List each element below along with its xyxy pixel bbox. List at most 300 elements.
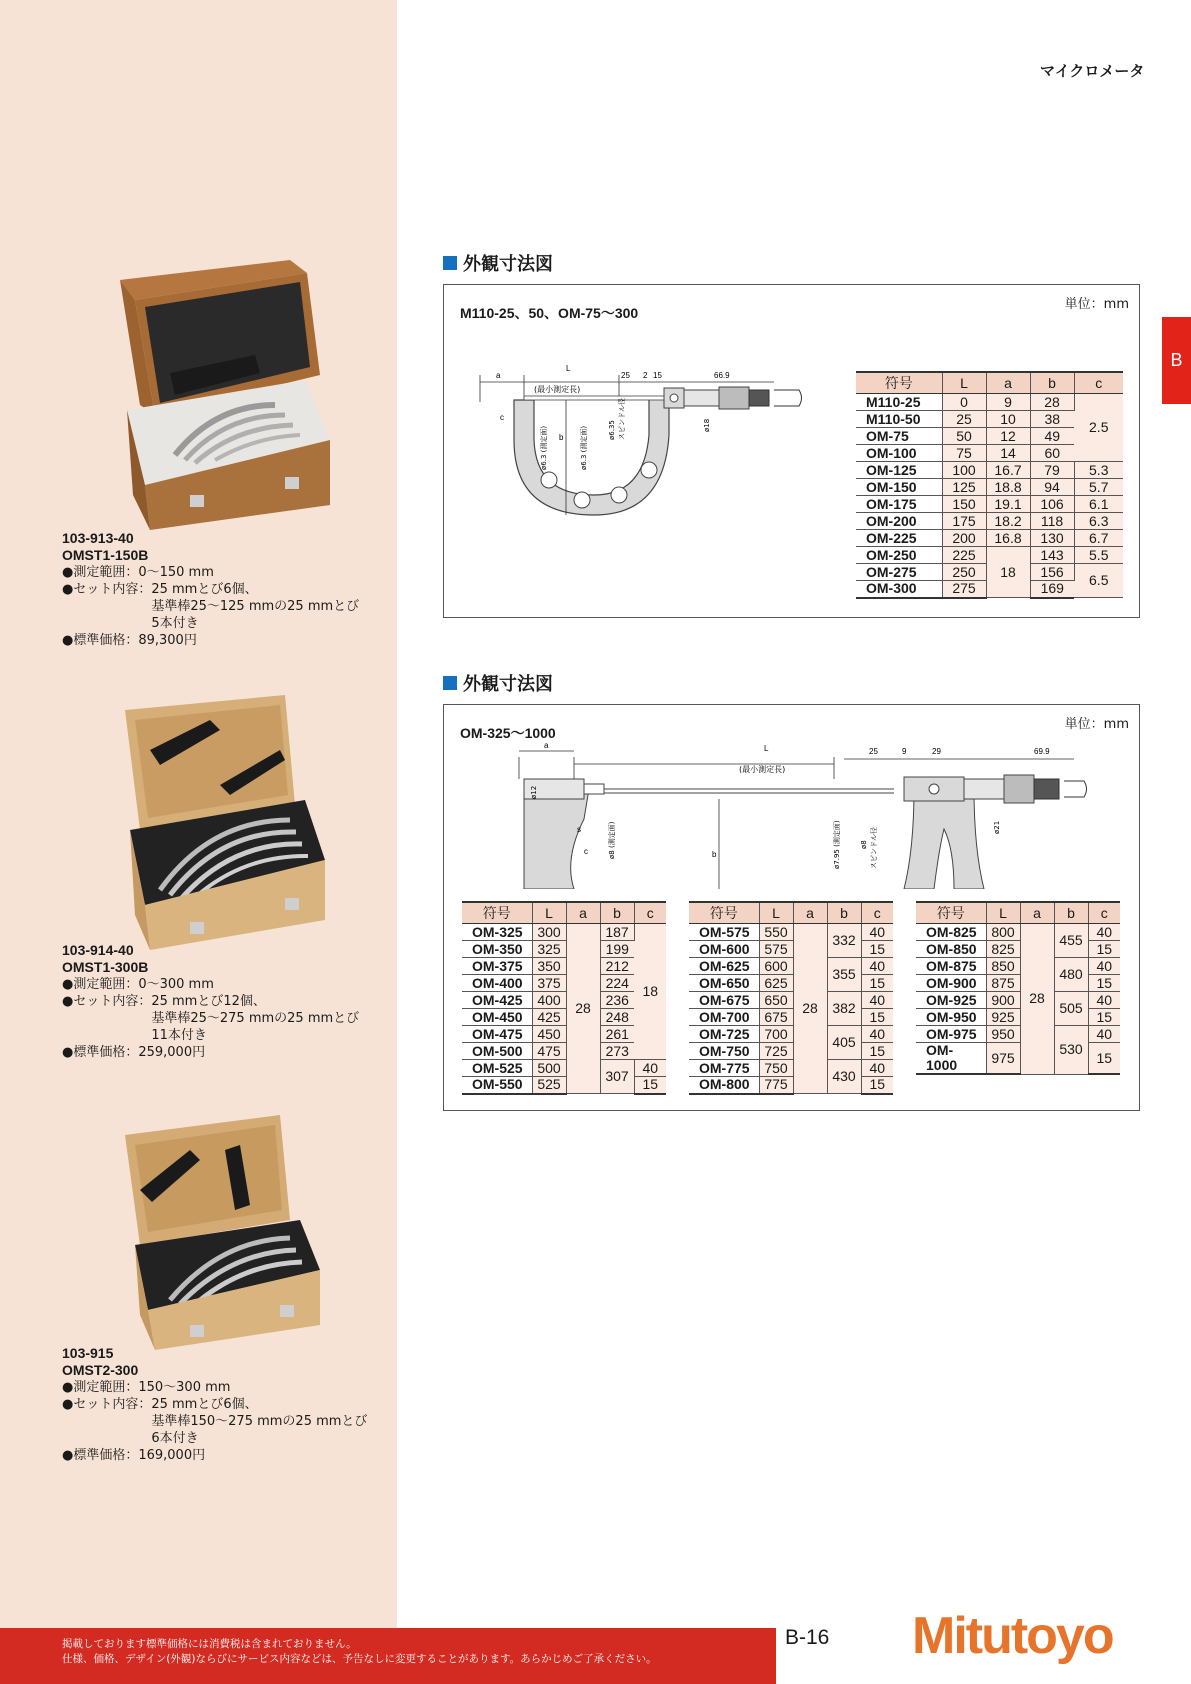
symbol-cell: OM-700 [689, 1009, 759, 1026]
l-cell: 600 [759, 958, 793, 975]
label-phi795: ø7.95 (測定面) [833, 820, 841, 869]
c-cell: 40 [861, 1026, 893, 1043]
table-row [689, 1026, 893, 1043]
c-cell-merged: 18 [634, 924, 666, 1060]
spec-price [62, 1044, 359, 1061]
l-cell: 575 [759, 941, 793, 958]
symbol-cell: OM-475 [462, 1026, 532, 1043]
table-header-row [689, 902, 893, 924]
header-cell: 符号 [462, 902, 532, 924]
product-code: 103-913-40 [62, 530, 134, 546]
header-cell: L [532, 902, 566, 924]
symbol-cell: OM-775 [689, 1060, 759, 1077]
spec-price [62, 1447, 367, 1464]
a-cell: 12 [986, 428, 1030, 445]
b-cell-merged: 405 [827, 1026, 861, 1060]
c-cell: 15 [1088, 941, 1120, 958]
symbol-cell: OM-100 [856, 445, 942, 462]
c-cell: 15 [861, 1009, 893, 1026]
b-cell: 79 [1030, 462, 1074, 479]
spec-value: 25 mmとび6個、 [151, 582, 258, 597]
c-cell: 5.3 [1074, 462, 1123, 479]
l-cell: 425 [532, 1009, 566, 1026]
label-phi635: ø6.35 [608, 420, 616, 440]
l-cell: 900 [986, 992, 1020, 1009]
spec-value: 169,000円 [138, 1448, 206, 1463]
c-cell: 15 [634, 1077, 666, 1094]
table-header-row [856, 372, 1123, 394]
spec-price [62, 632, 359, 649]
b-cell: 130 [1030, 530, 1074, 547]
table-row [916, 924, 1120, 941]
l-cell: 775 [759, 1077, 793, 1094]
dimension-table-2b [689, 901, 893, 1095]
spec-value: 0～300 mm [138, 977, 214, 992]
table-row [856, 496, 1123, 513]
product-code: 103-914-40 [62, 942, 134, 958]
header-cell: c [861, 902, 893, 924]
table-row [462, 1077, 666, 1094]
dim-a: a [544, 741, 549, 750]
table-row [689, 1060, 893, 1077]
l-cell: 550 [759, 924, 793, 941]
symbol-cell: OM-275 [856, 564, 942, 581]
c-cell: 40 [1088, 924, 1120, 941]
product-code: 103-915 [62, 1345, 114, 1361]
l-cell: 125 [942, 479, 986, 496]
symbol-cell: OM-750 [689, 1043, 759, 1060]
label-phi21: ø21 [993, 820, 1001, 834]
product-model: OMST2-300 [62, 1362, 139, 1378]
table-header-row [462, 902, 666, 924]
spec-label: ●標準価格： [62, 1448, 139, 1463]
table-row [916, 1043, 1120, 1075]
label-phi8-spindle: ø8 [860, 840, 868, 849]
section-title-text: 外観寸法図 [463, 674, 553, 695]
spec-range [62, 1379, 367, 1396]
square-bullet-icon [443, 256, 457, 270]
spec-label: ●標準価格： [62, 633, 139, 648]
header-cell: c [1074, 372, 1123, 394]
spec-label: ●セット内容： [62, 582, 152, 597]
c-cell: 15 [1088, 1009, 1120, 1026]
b-cell: 212 [600, 958, 634, 975]
table-row [462, 1060, 666, 1077]
b-cell: 273 [600, 1043, 634, 1060]
header-cell: b [1054, 902, 1088, 924]
header-cell: 符号 [689, 902, 759, 924]
a-cell-merged: 28 [566, 924, 600, 1094]
l-cell: 300 [532, 924, 566, 941]
table-row [856, 513, 1123, 530]
symbol-cell: OM-1000 [916, 1043, 986, 1075]
section-tab-b[interactable]: B [1162, 317, 1191, 404]
spec-range [62, 564, 359, 581]
dim-s: s [577, 825, 581, 834]
header-cell: b [827, 902, 861, 924]
header-cell: b [1030, 372, 1074, 394]
section-title-dimensions-1 [443, 250, 553, 276]
product-image-omst1-300b [120, 690, 330, 950]
table-header-row [916, 902, 1120, 924]
diagram-subtitle: OM-325～1000 [460, 725, 556, 741]
dim-min-length: (最小測定長) [534, 385, 581, 394]
symbol-cell: OM-625 [689, 958, 759, 975]
l-cell: 325 [532, 941, 566, 958]
b-cell-merged: 332 [827, 924, 861, 958]
dim-69-9: 69.9 [1034, 747, 1050, 756]
c-cell: 15 [861, 1043, 893, 1060]
spec-value: 5本付き [151, 616, 199, 631]
a-cell: 9 [986, 394, 1030, 411]
symbol-cell: OM-450 [462, 1009, 532, 1026]
a-cell-merged: 28 [1020, 924, 1054, 1075]
l-cell: 350 [532, 958, 566, 975]
l-cell: 175 [942, 513, 986, 530]
symbol-cell: OM-400 [462, 975, 532, 992]
spec-label: ●測定範囲： [62, 1380, 139, 1395]
header-cell: a [1020, 902, 1054, 924]
symbol-cell: OM-975 [916, 1026, 986, 1043]
c-cell: 5.5 [1074, 547, 1123, 564]
a-cell: 19.1 [986, 496, 1030, 513]
spec-label: ●セット内容： [62, 1397, 152, 1412]
c-cell: 6.7 [1074, 530, 1123, 547]
symbol-cell: OM-125 [856, 462, 942, 479]
header-cell: L [759, 902, 793, 924]
dimension-panel-1 [443, 284, 1140, 618]
l-cell: 150 [942, 496, 986, 513]
l-cell: 250 [942, 564, 986, 581]
c-cell: 6.3 [1074, 513, 1123, 530]
a-cell: 14 [986, 445, 1030, 462]
c-cell: 40 [861, 924, 893, 941]
c-cell: 40 [861, 992, 893, 1009]
product-model: OMST1-300B [62, 959, 149, 975]
a-cell-merged: 18 [986, 547, 1030, 598]
page-number: B-16 [785, 1626, 830, 1649]
unit-label: 単位：mm [1064, 297, 1129, 312]
b-cell: 143 [1030, 547, 1074, 564]
table-row [916, 1026, 1120, 1043]
table-row [856, 462, 1123, 479]
symbol-cell: OM-725 [689, 1026, 759, 1043]
table-row [916, 958, 1120, 975]
product-model: OMST1-150B [62, 547, 149, 563]
table-row [689, 924, 893, 941]
table-row [462, 924, 666, 941]
footer-notice-line-1: 掲載しております標準価格には消費税は含まれておりません。 [62, 1638, 357, 1650]
c-cell: 40 [1088, 958, 1120, 975]
micrometer-diagram-2 [514, 739, 1124, 889]
spec-value: 25 mmとび12個、 [151, 994, 266, 1009]
dim-b: b [712, 850, 717, 859]
product-image-omst1-150b [115, 255, 335, 530]
b-cell: 94 [1030, 479, 1074, 496]
c-cell: 6.1 [1074, 496, 1123, 513]
c-cell: 5.7 [1074, 479, 1123, 496]
label-phi63-a: ø6.3 (測定面) [540, 425, 548, 470]
l-cell: 800 [986, 924, 1020, 941]
l-cell: 0 [942, 394, 986, 411]
label-phi12: ø12 [530, 785, 538, 799]
l-cell: 725 [759, 1043, 793, 1060]
symbol-cell: OM-925 [916, 992, 986, 1009]
symbol-cell: OM-375 [462, 958, 532, 975]
dimension-panel-2 [443, 704, 1140, 1111]
b-cell: 49 [1030, 428, 1074, 445]
b-cell: 199 [600, 941, 634, 958]
a-cell: 18.8 [986, 479, 1030, 496]
l-cell: 675 [759, 1009, 793, 1026]
square-bullet-icon [443, 676, 457, 690]
symbol-cell: OM-150 [856, 479, 942, 496]
spec-value: 基準棒25～125 mmの25 mmとび [151, 599, 360, 614]
dim-2: 2 [643, 371, 648, 380]
dim-min-length: (最小測定長) [739, 765, 786, 774]
b-cell: 169 [1030, 581, 1074, 598]
c-cell: 40 [861, 1060, 893, 1077]
symbol-cell: OM-650 [689, 975, 759, 992]
b-cell: 28 [1030, 394, 1074, 411]
table-row [916, 1009, 1120, 1026]
symbol-cell: OM-850 [916, 941, 986, 958]
spec-value: 259,000円 [138, 1045, 206, 1060]
header-cell: a [566, 902, 600, 924]
spec-label: ●セット内容： [62, 994, 152, 1009]
symbol-cell: OM-875 [916, 958, 986, 975]
c-cell: 40 [1088, 1026, 1120, 1043]
symbol-cell: OM-200 [856, 513, 942, 530]
symbol-cell: OM-350 [462, 941, 532, 958]
header-cell: c [634, 902, 666, 924]
table-row [689, 1043, 893, 1060]
table-row [689, 958, 893, 975]
header-cell: c [1088, 902, 1120, 924]
l-cell: 975 [986, 1043, 1020, 1075]
header-cell: 符号 [856, 372, 942, 394]
b-cell: 118 [1030, 513, 1074, 530]
c-cell: 40 [1088, 992, 1120, 1009]
dim-66-9: 66.9 [714, 371, 730, 380]
c-cell: 15 [861, 941, 893, 958]
symbol-cell: OM-550 [462, 1077, 532, 1094]
table-row [689, 992, 893, 1009]
spec-value: 基準棒150～275 mmの25 mmとび [151, 1414, 368, 1429]
c-cell: 15 [1088, 975, 1120, 992]
product-omst2-300 [62, 1345, 367, 1464]
l-cell: 875 [986, 975, 1020, 992]
c-cell-merged: 6.5 [1074, 564, 1123, 598]
spec-value: 25 mmとび6個、 [151, 1397, 258, 1412]
b-cell: 60 [1030, 445, 1074, 462]
c-cell: 40 [861, 958, 893, 975]
symbol-cell: OM-500 [462, 1043, 532, 1060]
product-omst1-150b [62, 530, 359, 649]
symbol-cell: OM-300 [856, 581, 942, 598]
table-row [856, 547, 1123, 564]
spec-range [62, 976, 359, 993]
spec-value: 6本付き [151, 1431, 199, 1446]
b-cell-merged: 382 [827, 992, 861, 1026]
dim-b: b [559, 433, 564, 442]
dimension-table-2c [916, 901, 1120, 1075]
table-row [689, 1077, 893, 1094]
dim-29: 29 [932, 747, 941, 756]
b-cell-merged: 307 [600, 1060, 634, 1094]
symbol-cell: OM-600 [689, 941, 759, 958]
c-cell-merged: 2.5 [1074, 394, 1123, 462]
diagram-subtitle: M110-25、50、OM-75～300 [460, 305, 639, 321]
symbol-cell: OM-800 [689, 1077, 759, 1094]
table-row [689, 975, 893, 992]
b-cell-merged: 480 [1054, 958, 1088, 992]
l-cell: 200 [942, 530, 986, 547]
spec-set-contents [62, 581, 359, 632]
header-cell: L [942, 372, 986, 394]
table-row [916, 975, 1120, 992]
unit-label: 単位：mm [1064, 717, 1129, 732]
label-phi63-b: ø6.3 (測定面) [580, 425, 588, 470]
product-image-omst2-300 [120, 1110, 330, 1350]
l-cell: 650 [759, 992, 793, 1009]
symbol-cell: OM-575 [689, 924, 759, 941]
micrometer-diagram-1 [474, 360, 834, 530]
l-cell: 100 [942, 462, 986, 479]
symbol-cell: OM-75 [856, 428, 942, 445]
dim-c: c [500, 413, 504, 422]
header-cell: L [986, 902, 1020, 924]
symbol-cell: M110-50 [856, 411, 942, 428]
dim-9: 9 [902, 747, 907, 756]
page-header-title: マイクロメータ [1040, 62, 1145, 80]
spec-set-contents [62, 993, 359, 1044]
dim-l: L [764, 744, 769, 753]
footer-notice-bar [0, 1628, 776, 1684]
a-cell: 10 [986, 411, 1030, 428]
l-cell: 925 [986, 1009, 1020, 1026]
table-row [856, 394, 1123, 411]
symbol-cell: OM-525 [462, 1060, 532, 1077]
spec-value: 基準棒25～275 mmの25 mmとび [151, 1011, 360, 1026]
l-cell: 700 [759, 1026, 793, 1043]
symbol-cell: OM-175 [856, 496, 942, 513]
a-cell: 16.8 [986, 530, 1030, 547]
l-cell: 500 [532, 1060, 566, 1077]
b-cell: 156 [1030, 564, 1074, 581]
symbol-cell: OM-250 [856, 547, 942, 564]
symbol-cell: OM-325 [462, 924, 532, 941]
l-cell: 75 [942, 445, 986, 462]
b-cell: 106 [1030, 496, 1074, 513]
symbol-cell: OM-950 [916, 1009, 986, 1026]
b-cell-merged: 455 [1054, 924, 1088, 958]
dim-15: 15 [653, 371, 662, 380]
b-cell-merged: 505 [1054, 992, 1088, 1026]
label-spindle: スピンドル径 [618, 398, 626, 440]
dim-25: 25 [869, 747, 878, 756]
symbol-cell: OM-675 [689, 992, 759, 1009]
b-cell: 187 [600, 924, 634, 941]
symbol-cell: OM-825 [916, 924, 986, 941]
b-cell: 236 [600, 992, 634, 1009]
table-row [856, 479, 1123, 496]
mitutoyo-logo: Mitutoyo [912, 1607, 1113, 1665]
table-row [916, 941, 1120, 958]
b-cell: 38 [1030, 411, 1074, 428]
a-cell-merged: 28 [793, 924, 827, 1094]
label-phi18: ø18 [703, 418, 711, 432]
spec-label: ●標準価格： [62, 1045, 139, 1060]
c-cell: 15 [1088, 1043, 1120, 1075]
l-cell: 400 [532, 992, 566, 1009]
footer-notice-line-2: 仕様、価格、デザイン(外観)ならびにサービス内容などは、予告なしに変更することがあります。あらかじめご了承ください。 [62, 1653, 657, 1665]
table-row [689, 941, 893, 958]
l-cell: 275 [942, 581, 986, 598]
dim-c: c [584, 847, 588, 856]
dimension-table-1 [856, 371, 1123, 599]
l-cell: 525 [532, 1077, 566, 1094]
spec-set-contents [62, 1396, 367, 1447]
b-cell: 224 [600, 975, 634, 992]
dim-a: a [496, 371, 501, 380]
l-cell: 850 [986, 958, 1020, 975]
dim-25: 25 [621, 371, 630, 380]
label-spindle: スピンドル径 [870, 827, 878, 869]
spec-value: 89,300円 [138, 633, 197, 648]
b-cell-merged: 355 [827, 958, 861, 992]
symbol-cell: OM-425 [462, 992, 532, 1009]
dim-l: L [566, 364, 571, 373]
b-cell: 261 [600, 1026, 634, 1043]
c-cell: 15 [861, 1077, 893, 1094]
symbol-cell: M110-25 [856, 394, 942, 411]
l-cell: 625 [759, 975, 793, 992]
section-title-text: 外観寸法図 [463, 254, 553, 275]
table-row [689, 1009, 893, 1026]
a-cell: 16.7 [986, 462, 1030, 479]
c-cell: 40 [634, 1060, 666, 1077]
spec-value: 150～300 mm [138, 1380, 231, 1395]
l-cell: 50 [942, 428, 986, 445]
symbol-cell: OM-900 [916, 975, 986, 992]
spec-label: ●測定範囲： [62, 565, 139, 580]
table-row [916, 992, 1120, 1009]
l-cell: 750 [759, 1060, 793, 1077]
section-title-dimensions-2 [443, 670, 553, 696]
b-cell-merged: 530 [1054, 1026, 1088, 1075]
l-cell: 450 [532, 1026, 566, 1043]
spec-value: 0～150 mm [138, 565, 214, 580]
b-cell: 248 [600, 1009, 634, 1026]
dimension-table-2a [462, 901, 666, 1095]
spec-value: 11本付き [151, 1028, 207, 1043]
l-cell: 25 [942, 411, 986, 428]
symbol-cell: OM-225 [856, 530, 942, 547]
b-cell-merged: 430 [827, 1060, 861, 1094]
label-phi8: ø8 (測定面) [608, 821, 616, 859]
header-cell: b [600, 902, 634, 924]
header-cell: a [793, 902, 827, 924]
header-cell: 符号 [916, 902, 986, 924]
spec-label: ●測定範囲： [62, 977, 139, 992]
a-cell: 18.2 [986, 513, 1030, 530]
l-cell: 475 [532, 1043, 566, 1060]
header-cell: a [986, 372, 1030, 394]
l-cell: 950 [986, 1026, 1020, 1043]
product-omst1-300b [62, 942, 359, 1061]
table-row [856, 530, 1123, 547]
